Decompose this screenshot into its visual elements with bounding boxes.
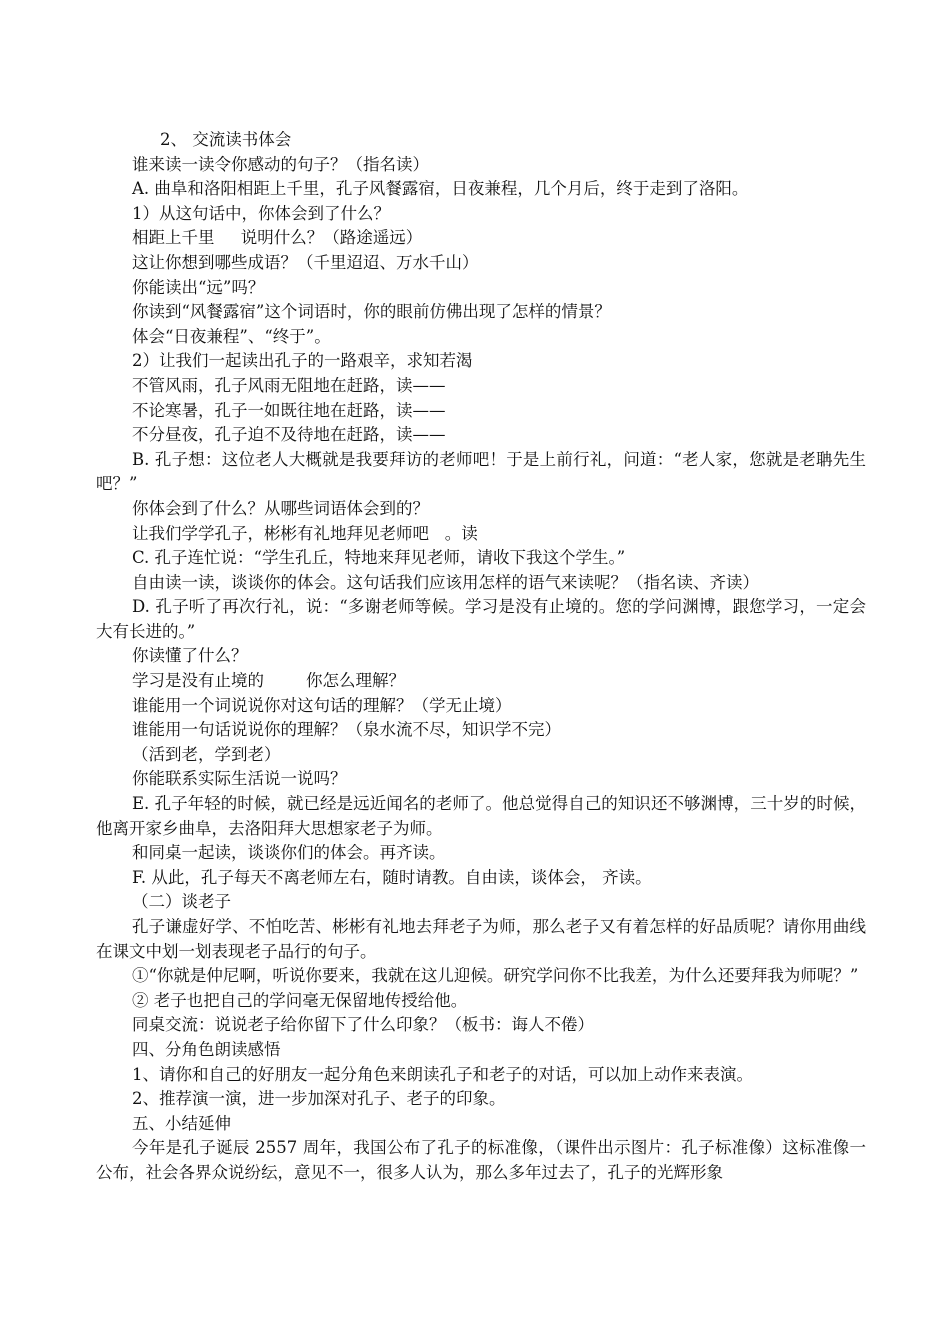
paragraph: A. 曲阜和洛阳相距上千里，孔子风餐露宿，日夜兼程，几个月后，终于走到了洛阳。 [132,179,749,199]
paragraph: C. 孔子连忙说：“学生孔丘，特地来拜见老师，请收下我这个学生。” [132,548,626,568]
paragraph: 自由读一读，谈谈你的体会。这句话我们应该用怎样的语气来读呢？（指名读、齐读） [132,572,759,592]
paragraph: 和同桌一起读，谈谈你们的体会。再齐读。 [132,843,446,863]
paragraph: 你能读出“远”吗？ [132,277,265,297]
paragraph: 相距上千里 说明什么？（路途遥远） [132,228,423,248]
paragraph: 你体会到了什么？从哪些词语体会到的？ [132,498,429,518]
paragraph: （二）谈老子 [132,892,231,912]
paragraph: （活到老，学到老） [132,744,281,764]
paragraph: 体会“日夜兼程”、“终于”。 [132,326,331,346]
paragraph: 你读懂了什么？ [132,646,248,666]
paragraph: 孔子谦虚好学、不怕吃苦、彬彬有礼地去拜老子为师，那么老子又有着怎样的好品质呢？请你用曲线在课文中划一划表现老子品行的句子。 [96,917,866,961]
paragraph: E. 孔子年轻的时候，就已经是远近闻名的老师了。他总觉得自己的知识还不够渊博，三十岁的时候，他离开家乡曲阜，去洛阳拜大思想家老子为师。 [96,794,866,838]
paragraph: ①“你就是仲尼啊，听说你要来，我就在这儿迎候。研究学问你不比我差，为什么还要拜我为师呢？” [132,966,859,986]
paragraph: 2、 交流读书体会 [160,130,292,149]
paragraph: 五、小结延伸 [132,1113,231,1133]
paragraph: 让我们学学孔子，彬彬有礼地拜见老师吧 。读 [132,523,478,543]
document-body [96,128,866,1186]
paragraph: 谁能用一句话说说你的理解？（泉水流不尽，知识学不完） [132,720,561,740]
paragraph: 1、请你和自己的好朋友一起分角色来朗读孔子和老子的对话，可以加上动作来表演。 [132,1064,753,1084]
paragraph: 不管风雨，孔子风雨无阻地在赶路，读—— [132,375,446,395]
paragraph: F. 从此，孔子每天不离老师左右，随时请教。自由读，谈体会， 齐读。 [132,867,652,887]
paragraph: D. 孔子听了再次行礼，说：“多谢老师等候。学习是没有止境的。您的学问渊博，跟您学习，一定会大有长进的。” [96,597,866,641]
paragraph: 同桌交流：说说老子给你留下了什么印象？（板书：诲人不倦） [132,1015,594,1035]
paragraph: ② 老子也把自己的学问毫无保留地传授给他。 [132,990,468,1010]
paragraph: 今年是孔子诞辰 2557 周年，我国公布了孔子的标准像，（课件出示图片：孔子标准像）这标准像一公布，社会各界众说纷纭，意见不一，很多人认为，那么多年过去了，孔子的光辉形象 [96,1138,866,1182]
paragraph: 不分昼夜，孔子迫不及待地在赶路，读—— [132,425,446,445]
paragraph: 不论寒暑，孔子一如既往地在赶路，读—— [132,400,446,420]
paragraph: B. 孔子想：这位老人大概就是我要拜访的老师吧！于是上前行礼，问道：“老人家，您就是老聃先生吧？” [96,449,866,494]
paragraph: 这让你想到哪些成语？（千里迢迢、万水千山） [132,252,479,272]
paragraph: 谁能用一个词说说你对这句话的理解？（学无止境） [132,695,512,715]
paragraph: 你能联系实际生活说一说吗？ [132,769,347,789]
paragraph: 1）从这句话中，你体会到了什么？ [132,203,390,223]
paragraph: 谁来读一读令你感动的句子？（指名读） [132,154,429,174]
paragraph: 学习是没有止境的 你怎么理解？ [132,671,405,691]
paragraph: 你读到“风餐露宿”这个词语时，你的眼前仿佛出现了怎样的情景？ [132,302,611,322]
paragraph: 四、分角色朗读感悟 [132,1039,281,1059]
paragraph: 2、推荐演一演，进一步加深对孔子、老子的印象。 [132,1089,506,1109]
paragraph: 2）让我们一起读出孔子的一路艰辛，求知若渴 [132,351,473,371]
